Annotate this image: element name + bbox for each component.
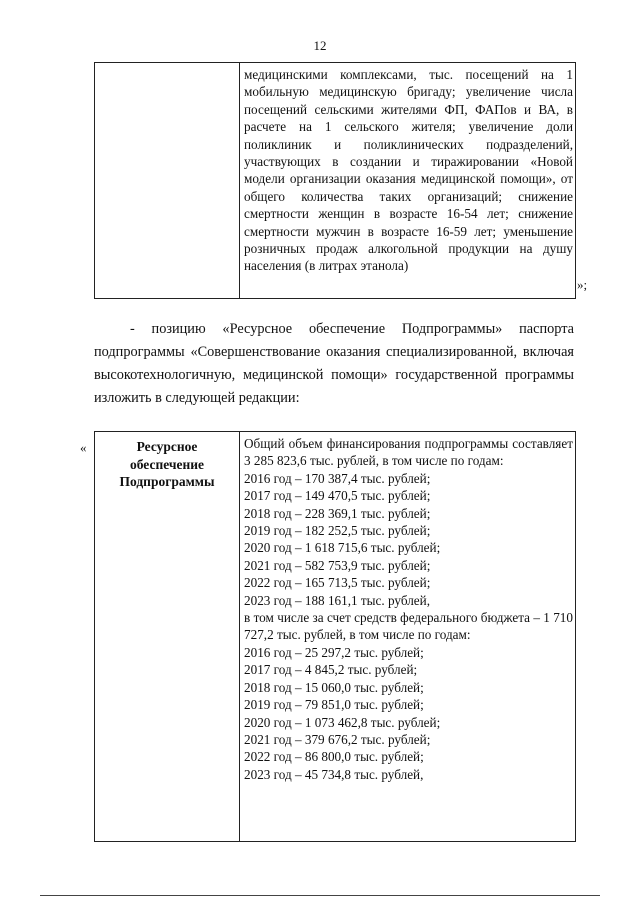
table-right-cell	[239, 63, 576, 298]
resource-provision-label: Ресурсное обеспечение Подпрограммы	[119, 439, 215, 489]
table-header-cell	[95, 432, 239, 841]
opening-quote-mark: «	[80, 440, 87, 455]
total-financing-intro: Общий объем финансирования подпрограммы составляет 3 285 823,6 тыс. рублей, в том числе по годам:	[244, 436, 573, 469]
program-passport-table-continued	[94, 62, 576, 299]
table-left-cell-empty	[95, 63, 239, 298]
resource-provision-table	[94, 431, 576, 842]
page-bottom-rule	[40, 895, 600, 896]
federal-year-line: 2023 год – 45 734,8 тыс. рублей,	[244, 766, 424, 782]
financing-cell	[239, 432, 576, 841]
federal-year-line: 2020 год – 1 073 462,8 тыс. рублей;	[244, 714, 441, 730]
total-year-line: 2019 год – 182 252,5 тыс. рублей;	[244, 523, 431, 539]
total-year-line: 2020 год – 1 618 715,6 тыс. рублей;	[244, 540, 441, 556]
total-year-line: 2021 год – 582 753,9 тыс. рублей;	[244, 557, 431, 573]
total-year-line: 2023 год – 188 161,1 тыс. рублей,	[244, 592, 430, 608]
financing-text	[244, 435, 573, 783]
federal-year-line: 2018 год – 15 060,0 тыс. рублей;	[244, 679, 424, 695]
amendment-paragraph: - позицию «Ресурсное обеспечение Подпрограммы» паспорта подпрограммы «Совершенствование оказания специализированной, включая высокотехнологичную, медицинской помощи» государственной программы изложить в следующей редакции:	[94, 321, 574, 406]
total-year-line: 2017 год – 149 470,5 тыс. рублей;	[244, 488, 431, 504]
federal-year-line: 2016 год – 25 297,2 тыс. рублей;	[244, 644, 424, 660]
federal-year-line: 2019 год – 79 851,0 тыс. рублей;	[244, 697, 424, 713]
federal-year-line: 2022 год – 86 800,0 тыс. рублей;	[244, 749, 424, 765]
indicators-text: медицинскими комплексами, тыс. посещений на 1 мобильную медицинскую бригаду; увеличение числа посещений сельскими жителями ФП, ФАПов и ВА, в расчете на 1 сельского жителя; увеличение доли поликлиник и поликлинических подразделений, участвующих в создании и тиражировании «Новой модели организации оказания медицинской помощи», от общего количества таких организаций; снижение смертности женщин в возрасте 16-54 лет; снижение смертности мужчин в возрасте 16-59 лет; уменьшение розничных продаж алкогольной продукции на душу населения (в литрах этанола)	[244, 67, 573, 274]
federal-year-line: 2021 год – 379 676,2 тыс. рублей;	[244, 731, 431, 747]
total-year-line: 2022 год – 165 713,5 тыс. рублей;	[244, 575, 431, 591]
closing-quote-mark: »;	[577, 277, 588, 292]
federal-financing-intro: в том числе за счет средств федерального бюджета – 1 710 727,2 тыс. рублей, в том числе по годам:	[244, 610, 573, 643]
total-year-line: 2018 год – 228 369,1 тыс. рублей;	[244, 505, 431, 521]
page-number: 12	[313, 38, 327, 53]
federal-year-line: 2017 год – 4 845,2 тыс. рублей;	[244, 662, 418, 678]
total-year-line: 2016 год – 170 387,4 тыс. рублей;	[244, 470, 431, 486]
